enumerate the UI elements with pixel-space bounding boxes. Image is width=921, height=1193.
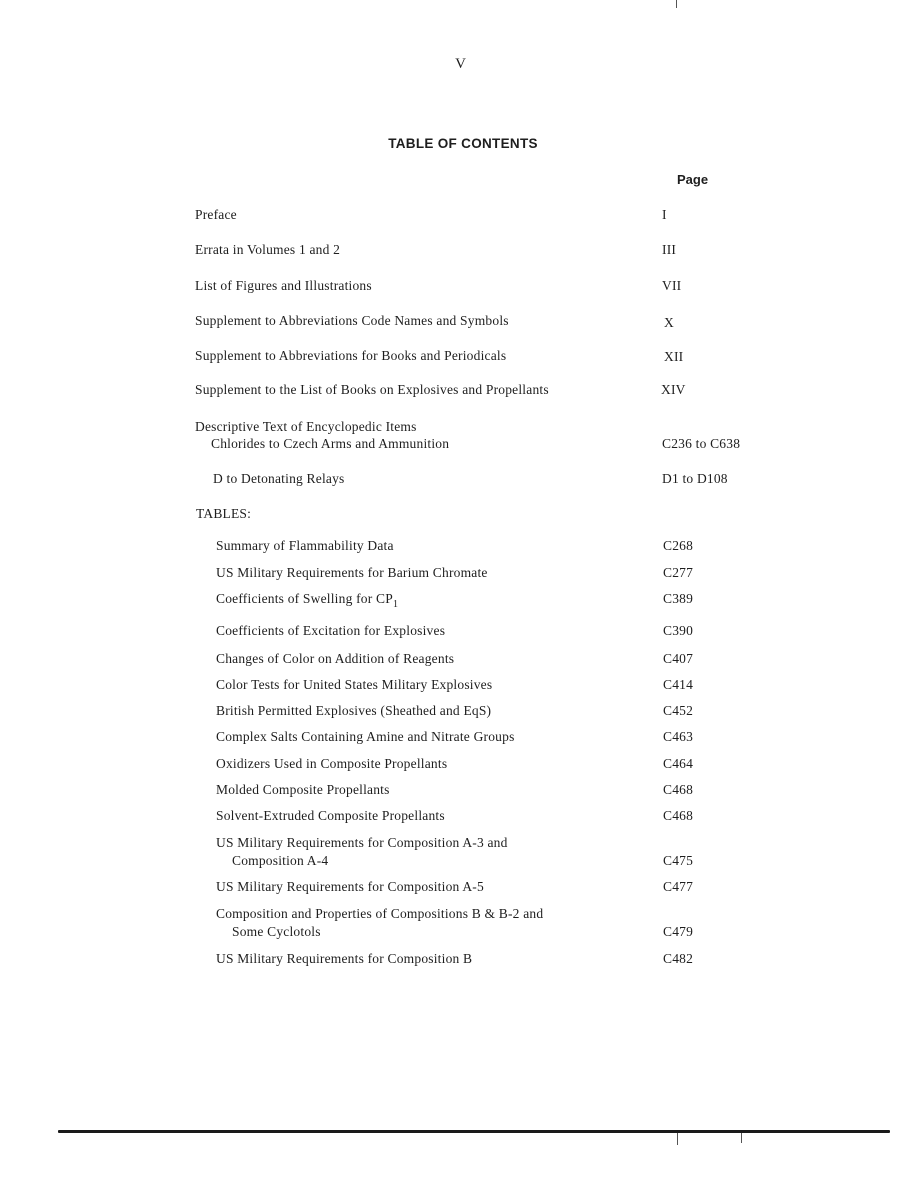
- table-entry-page: C268: [663, 538, 694, 553]
- table-entry-page: C479: [663, 924, 694, 939]
- toc-entry-label: Chlorides to Czech Arms and Ammunition: [211, 436, 450, 451]
- table-entry-page: C390: [663, 623, 694, 638]
- toc-entry-page: D1 to D108: [662, 471, 728, 486]
- toc-entry-page: VII: [662, 278, 682, 293]
- tables-section-heading: TABLES:: [196, 506, 252, 521]
- toc-entry-page: III: [662, 242, 677, 257]
- toc-entry-label: Supplement to Abbreviations Code Names and Symbols: [195, 313, 509, 328]
- table-entry-page: C468: [663, 808, 694, 823]
- table-entry-label: Changes of Color on Addition of Reagents: [216, 651, 455, 666]
- table-entry-label: US Military Requirements for Composition B: [216, 951, 473, 966]
- table-entry-label: British Permitted Explosives (Sheathed and EqS): [216, 703, 492, 718]
- table-entry-label: [216, 591, 399, 610]
- table-entry-page: C477: [663, 879, 694, 894]
- toc-entry-label: Descriptive Text of Encyclopedic Items: [195, 419, 417, 434]
- table-entry-page: C414: [663, 677, 694, 692]
- table-entry-page: C389: [663, 591, 694, 606]
- toc-entry-page: XIV: [661, 382, 686, 397]
- table-entry-page: C277: [663, 565, 694, 580]
- toc-entry-label: Errata in Volumes 1 and 2: [195, 242, 341, 257]
- table-entry-label: US Military Requirements for Composition A-3 and: [216, 835, 508, 850]
- toc-entry-label: List of Figures and Illustrations: [195, 278, 372, 293]
- table-entry-label-continued: Composition A-4: [232, 853, 329, 868]
- table-entry-page: C482: [663, 951, 694, 966]
- bottom-rule: [58, 1130, 890, 1133]
- table-entry-label: Summary of Flammability Data: [216, 538, 394, 553]
- table-entry-label: Oxidizers Used in Composite Propellants: [216, 756, 448, 771]
- toc-entry-label: D to Detonating Relays: [213, 471, 345, 486]
- table-entry-label: Molded Composite Propellants: [216, 782, 390, 797]
- scan-mark: [677, 1133, 678, 1145]
- table-entry-label: Color Tests for United States Military Explosives: [216, 677, 493, 692]
- table-entry-label: Coefficients of Excitation for Explosives: [216, 623, 446, 638]
- toc-entry-page: C236 to C638: [662, 436, 741, 451]
- table-entry-label: US Military Requirements for Barium Chromate: [216, 565, 488, 580]
- toc-entry-page: XII: [664, 349, 684, 364]
- toc-entry-label: Supplement to Abbreviations for Books and Periodicals: [195, 348, 507, 363]
- page-title: TABLE OF CONTENTS: [388, 136, 538, 151]
- scan-mark: [676, 0, 677, 8]
- table-entry-label-continued: Some Cyclotols: [232, 924, 321, 939]
- table-entry-page: C464: [663, 756, 694, 771]
- toc-entry-page: I: [662, 207, 667, 222]
- table-entry-page: C475: [663, 853, 694, 868]
- scan-mark: [741, 1133, 742, 1143]
- table-entry-page: C468: [663, 782, 694, 797]
- table-entry-label-text: Coefficients of Swelling for CP: [216, 591, 393, 606]
- table-entry-label: Solvent-Extruded Composite Propellants: [216, 808, 445, 823]
- toc-entry-label: Supplement to the List of Books on Explosives and Propellants: [195, 382, 549, 397]
- page-column-header: Page: [677, 172, 709, 187]
- table-entry-label-subscript: 1: [392, 599, 399, 610]
- table-entry-label: Complex Salts Containing Amine and Nitrate Groups: [216, 729, 515, 744]
- table-entry-label: US Military Requirements for Composition A-5: [216, 879, 484, 894]
- table-entry-page: C407: [663, 651, 694, 666]
- page-number: V: [455, 56, 466, 72]
- table-entry-page: C452: [663, 703, 694, 718]
- table-entry-page: C463: [663, 729, 694, 744]
- toc-entry-page: X: [664, 315, 674, 330]
- table-entry-label: Composition and Properties of Compositions B & B-2 and: [216, 906, 544, 921]
- toc-entry-label: Preface: [195, 207, 237, 222]
